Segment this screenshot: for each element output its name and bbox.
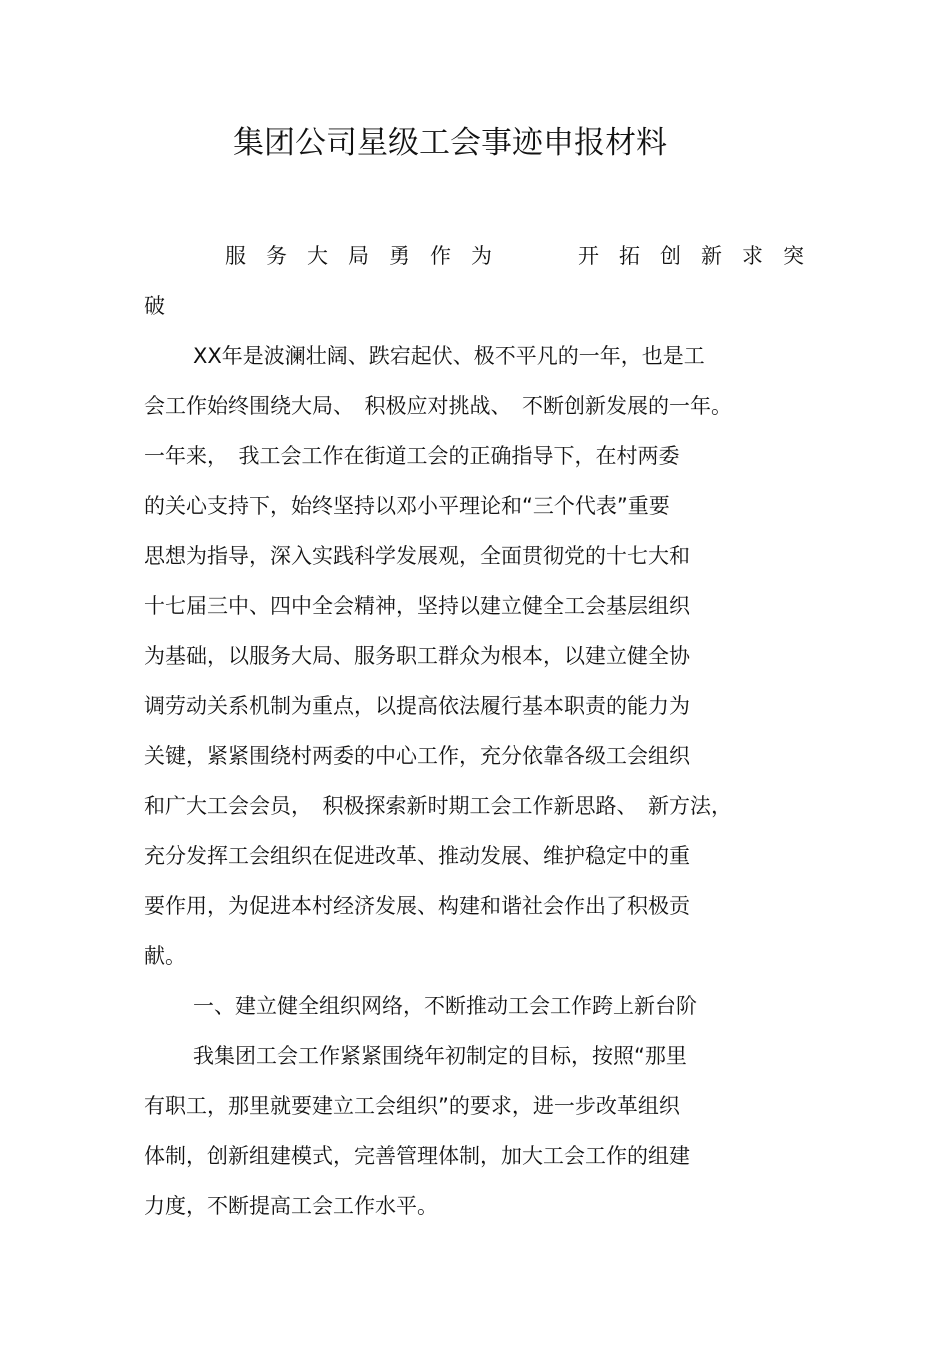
document-title: 集团公司星级工会事迹申报材料: [233, 125, 667, 161]
paragraph-2-line: 体制，创新组建模式，完善管理体制，加大工会工作的组建: [144, 1144, 690, 1168]
paragraph-1-line: 调劳动关系机制为重点，以提高依法履行基本职责的能力为: [144, 694, 690, 718]
paragraph-1-line: 和广大工会会员， 积极探索新时期工会工作新思路、 新方法，: [144, 794, 732, 818]
paragraph-2-line: 力度，不断提高工会工作水平。: [144, 1194, 438, 1218]
subtitle-part-1: 服务大局勇作为: [225, 244, 512, 268]
section-1-heading: 一、建立健全组织网络，不断推动工会工作跨上新台阶: [193, 994, 697, 1018]
paragraph-1-line: 关键，紧紧围绕村两委的中心工作，充分依靠各级工会组织: [144, 744, 690, 768]
paragraph-1-line: 充分发挥工会组织在促进改革、推动发展、维护稳定中的重: [144, 844, 690, 868]
paragraph-1-line: 献。: [144, 944, 186, 968]
paragraph-1-line: 思想为指导，深入实践科学发展观，全面贯彻党的十七大和: [144, 544, 690, 568]
paragraph-1-line: 一年来， 我工会工作在街道工会的正确指导下，在村两委: [144, 444, 680, 468]
paragraph-1-line: 的关心支持下，始终坚持以邓小平理论和“三个代表”重要: [144, 494, 670, 518]
paragraph-1-line: XX年是波澜壮阔、跌宕起伏、极不平凡的一年，也是工: [193, 344, 705, 368]
paragraph-1-line: 会工作始终围绕大局、 积极应对挑战、 不断创新发展的一年。: [144, 394, 732, 418]
paragraph-1-line: 为基础，以服务大局、服务职工群众为根本，以建立健全协: [144, 644, 690, 668]
paragraph-2-line: 我集团工会工作紧紧围绕年初制定的目标，按照“那里: [193, 1044, 687, 1068]
paragraph-2-line: 有职工，那里就要建立工会组织”的要求，进一步改革组织: [144, 1094, 680, 1118]
subtitle-wrap: 破: [144, 294, 165, 318]
subtitle-part-2: 开拓创新求突: [578, 244, 824, 268]
paragraph-1-line: 十七届三中、四中全会精神，坚持以建立健全工会基层组织: [144, 594, 690, 618]
paragraph-1-line: 要作用，为促进本村经济发展、构建和谐社会作出了积极贡: [144, 894, 690, 918]
